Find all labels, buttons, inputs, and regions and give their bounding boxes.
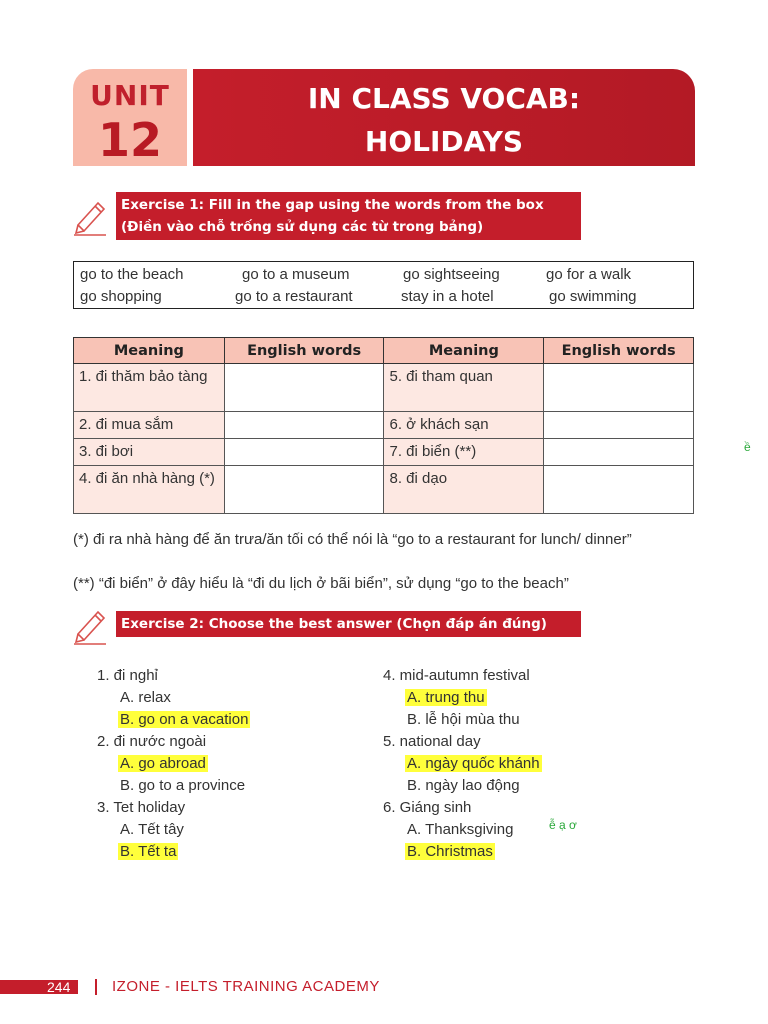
option-3b[interactable]: B. Tết ta xyxy=(120,843,177,860)
pencil-icon xyxy=(72,604,108,646)
title-line-2: HOLIDAYS xyxy=(364,125,524,158)
meaning-cell: 7. đi biển (**) xyxy=(384,439,544,466)
column-header: English words xyxy=(544,338,694,364)
option-5a[interactable]: A. ngày quốc khánh xyxy=(407,755,540,772)
table-row xyxy=(74,364,694,412)
pencil-icon xyxy=(72,195,108,237)
vocab-table xyxy=(73,337,694,514)
column-header: Meaning xyxy=(74,338,225,364)
meaning-cell: 5. đi tham quan xyxy=(384,364,544,412)
exercise2-heading: Exercise 2: Choose the best answer (Chọn đáp án đúng) xyxy=(116,611,581,637)
word-item: go to the beach xyxy=(80,266,184,283)
unit-word: UNIT xyxy=(90,79,170,112)
question-2: 2. đi nước ngoài xyxy=(97,733,207,750)
word-item: go shopping xyxy=(80,288,162,305)
page-title xyxy=(193,69,695,166)
table-row xyxy=(74,412,694,439)
stray-mark: ễ ạ ơ xyxy=(549,818,577,832)
word-item: go to a restaurant xyxy=(235,288,353,305)
unit-number: 12 xyxy=(97,113,162,167)
answer-blank[interactable] xyxy=(544,439,694,466)
exercise1-heading-line2: (Điền vào chỗ trống sử dụng các từ trong bảng) xyxy=(121,219,484,235)
meaning-cell: 4. đi ăn nhà hàng (*) xyxy=(74,466,225,514)
unit-badge xyxy=(73,69,187,166)
option-6a[interactable]: A. Thanksgiving xyxy=(407,821,514,838)
table-row xyxy=(74,439,694,466)
word-item: go sightseeing xyxy=(403,266,500,283)
word-item: stay in a hotel xyxy=(401,288,494,305)
answer-blank[interactable] xyxy=(544,364,694,412)
column-header: English words xyxy=(224,338,384,364)
exercise1-heading-line1: Exercise 1: Fill in the gap using the words from the box xyxy=(121,197,544,213)
title-line-1: IN CLASS VOCAB: xyxy=(307,82,581,115)
option-5b[interactable]: B. ngày lao động xyxy=(407,777,520,794)
option-1a[interactable]: A. relax xyxy=(120,689,171,706)
meaning-cell: 1. đi thăm bảo tàng xyxy=(74,364,225,412)
answer-blank[interactable] xyxy=(224,412,384,439)
question-6: 6. Giáng sinh xyxy=(383,799,472,816)
option-3a[interactable]: A. Tết tây xyxy=(120,821,184,838)
meaning-cell: 8. đi dạo xyxy=(384,466,544,514)
answer-blank[interactable] xyxy=(224,439,384,466)
option-2a[interactable]: A. go abroad xyxy=(120,755,206,772)
meaning-cell: 2. đi mua sắm xyxy=(74,412,225,439)
word-item: go to a museum xyxy=(242,266,350,283)
question-3: 3. Tet holiday xyxy=(97,799,186,816)
option-2b[interactable]: B. go to a province xyxy=(120,777,246,794)
answer-blank[interactable] xyxy=(544,412,694,439)
column-header: Meaning xyxy=(384,338,544,364)
footer-divider xyxy=(95,979,97,995)
word-item: go for a walk xyxy=(546,266,632,283)
stray-mark: ề xyxy=(744,440,751,454)
answer-blank[interactable] xyxy=(544,466,694,514)
footer-text: IZONE - IELTS TRAINING ACADEMY xyxy=(112,978,380,995)
word-item: go swimming xyxy=(549,288,637,305)
table-header-row xyxy=(74,338,694,364)
exercise1-heading xyxy=(116,192,581,240)
question-5: 5. national day xyxy=(383,733,481,750)
answer-blank[interactable] xyxy=(224,364,384,412)
table-row xyxy=(74,466,694,514)
answer-blank[interactable] xyxy=(224,466,384,514)
meaning-cell: 3. đi bơi xyxy=(74,439,225,466)
meaning-cell: 6. ở khách sạn xyxy=(384,412,544,439)
question-1: 1. đi nghỉ xyxy=(97,667,158,684)
option-6b[interactable]: B. Christmas xyxy=(407,843,493,860)
question-4: 4. mid-autumn festival xyxy=(383,667,530,684)
option-4a[interactable]: A. trung thu xyxy=(407,689,485,706)
option-1b[interactable]: B. go on a vacation xyxy=(120,711,249,728)
page-number: 244 xyxy=(47,979,71,995)
word-box xyxy=(73,261,694,309)
option-4b[interactable]: B. lễ hội mùa thu xyxy=(407,711,520,728)
footnote-2: (**) “đi biển” ở đây hiểu là “đi du lịch ở bãi biển”, sử dụng “go to the beach” xyxy=(73,575,569,592)
footnote-1: (*) đi ra nhà hàng để ăn trưa/ăn tối có thể nói là “go to a restaurant for lunch/ dinner” xyxy=(73,531,632,548)
